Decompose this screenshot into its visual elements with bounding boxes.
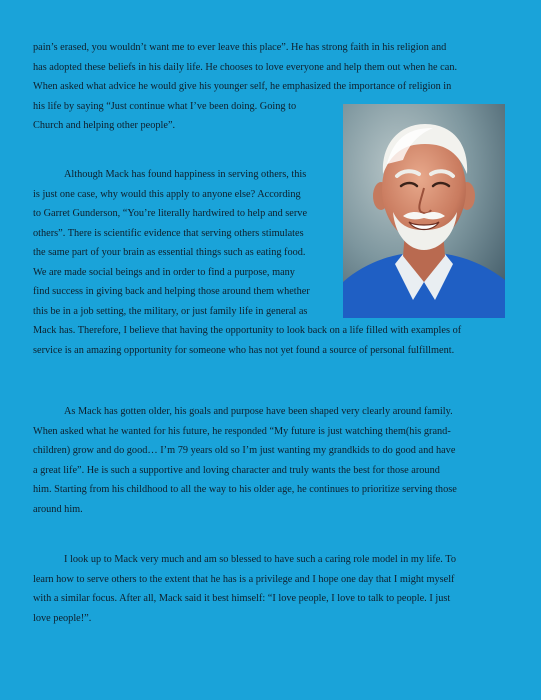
text-line: children) grow and do good… I’m 79 years old so I’m just wanting my grandkids to do good and have bbox=[33, 445, 456, 456]
text-line: Church and helping other people”. bbox=[33, 120, 176, 131]
text-line: is just one case, why would this apply to anyone else? According bbox=[33, 188, 301, 200]
text-line: learn how to serve others to the extent that he has is a privilege and I hope one day that I might myself bbox=[33, 573, 455, 585]
paragraph-4 bbox=[33, 550, 519, 628]
text-line: As Mack has gotten older, his goals and purpose have been shaped very clearly around family. bbox=[64, 406, 453, 417]
text-line: Although Mack has found happiness in serving others, this bbox=[64, 169, 307, 180]
text-line: When asked what he wanted for his future, he responded “My future is just watching them(his grand- bbox=[33, 425, 451, 437]
text-line: find success in giving back and helping those around them whether bbox=[33, 286, 310, 297]
text-line: We are made social beings and in order to find a purpose, many bbox=[33, 266, 295, 278]
text-line: love people!”. bbox=[33, 612, 92, 624]
text-line: with a similar focus. After all, Mack said it best himself: “I love people, I love to talk to people. I just bbox=[33, 593, 451, 604]
text-line: him. Starting from his childhood to all the way to his older age, he continues to prioritize serving those bbox=[33, 484, 457, 495]
portrait-photo bbox=[343, 104, 505, 318]
text-line: others”. There is scientific evidence that serving others stimulates bbox=[33, 227, 304, 239]
text-line: Mack has. Therefore, I believe that having the opportunity to look back on a life filled with examples of bbox=[33, 325, 462, 336]
text-line: the same part of your brain as essential things such as eating food. bbox=[33, 247, 306, 258]
paragraph-3 bbox=[33, 402, 519, 519]
portrait-photo-icon bbox=[343, 104, 505, 318]
text-line: service is an amazing opportunity for someone who has not yet found a source of personal fulfillment. bbox=[33, 344, 455, 356]
text-line: around him. bbox=[33, 503, 83, 515]
text-line: I look up to Mack very much and am so blessed to have such a caring role model in my life. To bbox=[64, 554, 456, 565]
text-line: When asked what advice he would give his younger self, he emphasized the importance of religion in bbox=[33, 81, 452, 92]
text-line: to Garret Gunderson, “You’re literally hardwired to help and serve bbox=[33, 208, 308, 219]
text-line: has adopted these beliefs in his daily life. He chooses to love everyone and help them out when he can. bbox=[33, 61, 458, 73]
text-line: pain’s erased, you wouldn’t want me to ever leave this place”. He has strong faith in his religion and bbox=[33, 42, 447, 53]
text-line: a great life”. He is such a supportive and loving character and truly wants the best for those around bbox=[33, 464, 440, 476]
text-line: his life by saying “Just continue what I’ve been doing. Going to bbox=[33, 100, 297, 112]
text-line: this be in a job setting, the military, or just family life in general as bbox=[33, 305, 308, 317]
